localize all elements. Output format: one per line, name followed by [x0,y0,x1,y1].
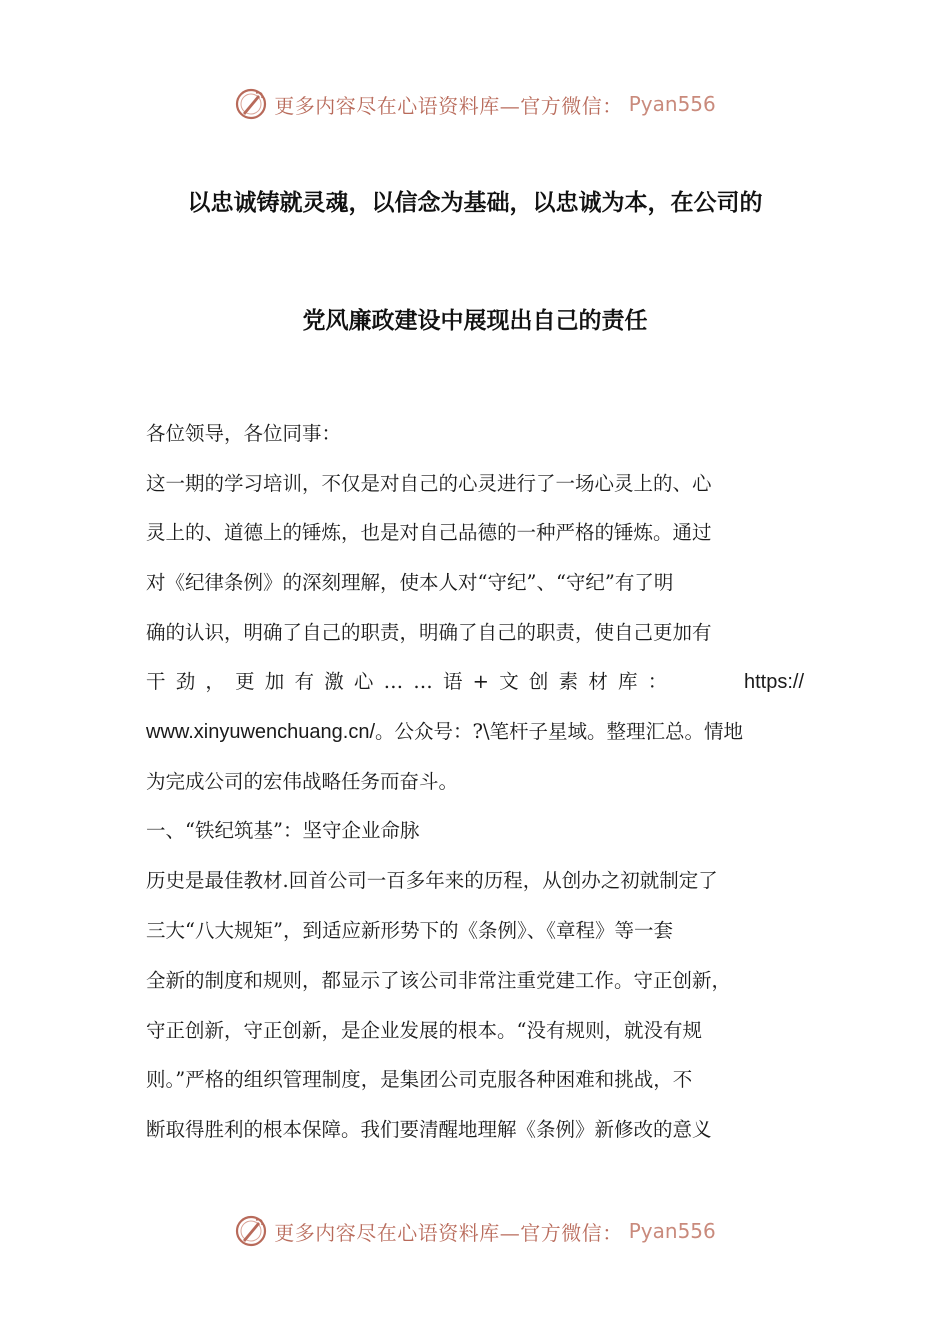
footer-banner [0,1211,950,1251]
document-title-line-2: 党风廉政建设中展现出自己的责任 [302,308,648,334]
paragraph-line: 全新的制度和规则，都显示了该公司非常注重党建工作。守正创新， [146,969,732,992]
paragraph-line: 三大“八大规矩”，到适应新形势下的《条例》、《章程》等一套 [146,919,673,942]
paragraph-line [146,667,804,697]
paragraph-line: 守正创新，守正创新，是企业发展的根本。“没有规则，就没有规 [146,1019,702,1042]
banner-text: 更多内容尽在心语资料库—官方微信： [274,1220,623,1245]
paragraph-line: 灵上的、道德上的锤炼，也是对自己品德的一种严格的锤炼。通过 [146,521,712,544]
banner-wechat-id: Pyan556 [628,92,716,116]
quill-pen-logo-icon [234,87,268,121]
paragraph-line [146,717,804,747]
quill-pen-logo-icon [234,1214,268,1248]
paragraph-line: 断取得胜利的根本保障。我们要清醒地理解《条例》新修改的意义 [146,1118,712,1141]
header-banner [0,84,950,124]
paragraph-line: 为完成公司的宏伟战略任务而奋斗。 [146,770,459,793]
url-link[interactable]: www.xinyuwenchuang.cn/ [146,721,376,743]
paragraph-line: 对《纪律条例》的深刻理解，使本人对“守纪”、“守纪”有了明 [146,571,674,594]
document-title-line-1: 以忠诚铸就灵魂，以信念为基础，以忠诚为本，在公司的 [187,190,763,216]
paragraph-line: 则。”严格的组织管理制度，是集团公司克服各种困难和挑战，不 [146,1068,693,1091]
paragraph-line: 确的认识，明确了自己的职责，明确了自己的职责，使自己更加有 [146,621,712,644]
url-fragment[interactable]: https:// [743,671,804,693]
banner-text: 更多内容尽在心语资料库—官方微信： [274,93,623,118]
salutation: 各位领导，各位同事： [146,422,342,445]
section-heading: 一、“铁纪筑基”：坚守企业命脉 [146,819,420,842]
banner-wechat-id: Pyan556 [628,1219,716,1243]
paragraph-line: 历史是最佳教材.回首公司一百多年来的历程，从创办之初就制定了 [146,869,718,892]
paragraph-text: 。公众号：?\笔杆子星域。整理汇总。情地 [375,720,744,743]
paragraph-text: 干 劲 ， 更 加 有 激 心 … … 语 + 文 创 素 材 库 ： [146,670,670,693]
paragraph-line: 这一期的学习培训，不仅是对自己的心灵进行了一场心灵上的、心 [146,472,712,495]
